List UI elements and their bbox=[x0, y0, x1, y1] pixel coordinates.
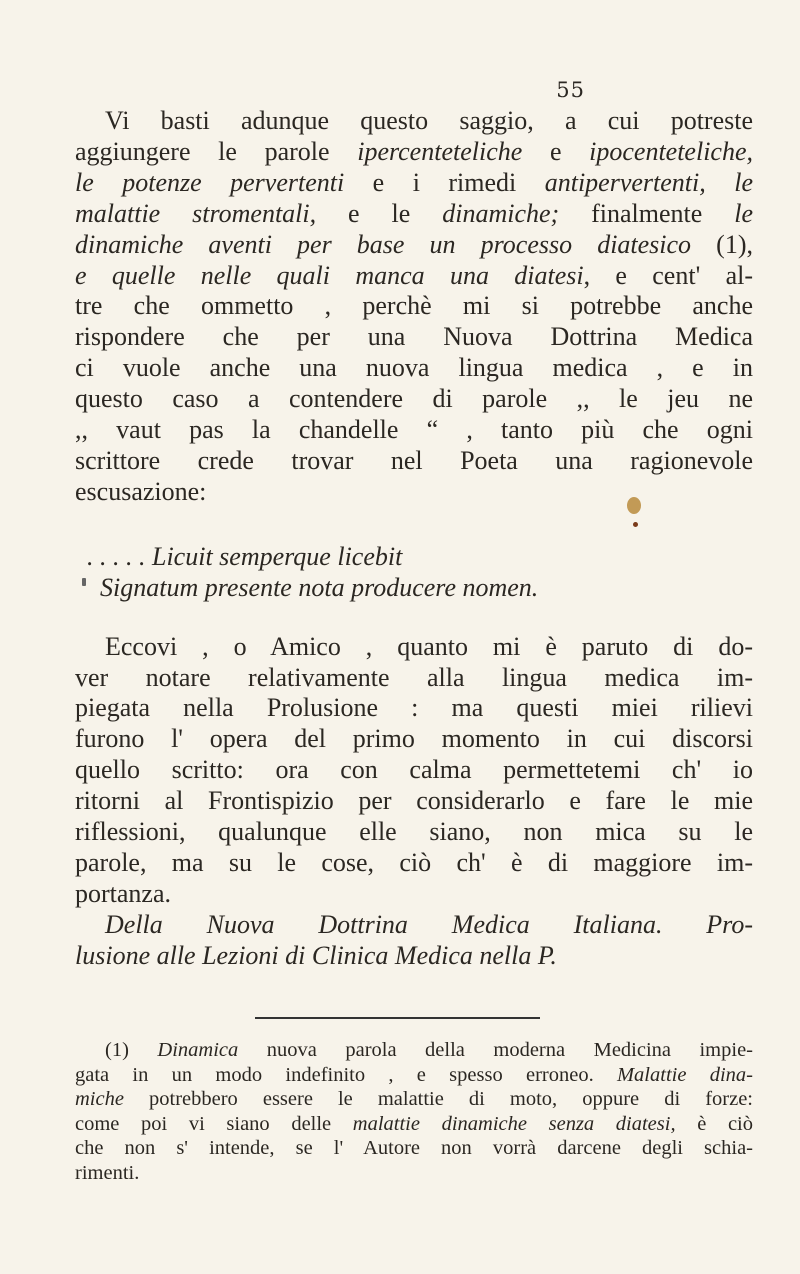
text-line: scrittore crede trovar nel Poeta una ragionevole bbox=[75, 445, 753, 475]
paragraph-2 bbox=[75, 632, 753, 972]
text-line: Eccovi , o Amico , quanto mi è paruto di do- bbox=[105, 631, 753, 661]
text-line: aggiungere le parole ipercenteteliche e ipocenteteliche, bbox=[75, 136, 753, 166]
text-line: malattie stromentali, e le dinamiche; finalmente le bbox=[75, 198, 753, 228]
text-line: ,, vaut pas la chandelle “ , tanto più che ogni bbox=[75, 415, 753, 445]
text-line: quello scritto: ora con calma permettetemi ch' io bbox=[75, 755, 753, 785]
paragraph-1 bbox=[75, 106, 753, 508]
footnote bbox=[75, 1038, 753, 1185]
verse-line: . . . . . Licuit semperque licebit bbox=[87, 541, 403, 571]
footnote-line: gata in un modo indefinito , e spesso erroneo. Malattie dina- bbox=[75, 1063, 753, 1086]
text-line: lusione alle Lezioni di Clinica Medica nella P. bbox=[75, 940, 557, 970]
text-line: le potenze pervertenti e i rimedi antipervertenti, le bbox=[75, 167, 753, 197]
text-line: dinamiche aventi per base un processo diatesico (1), bbox=[75, 229, 753, 259]
text-line: ci vuole anche una nuova lingua medica , e in bbox=[75, 353, 753, 383]
text-line: Vi basti adunque questo saggio, a cui potreste bbox=[105, 106, 753, 135]
text-line: escusazione: bbox=[75, 476, 207, 506]
text-line: furono l' opera del primo momento in cui discorsi bbox=[75, 724, 753, 754]
footnote-line: che non s' intende, se l' Autore non vorrà darcene degli schia- bbox=[75, 1137, 753, 1159]
text-line: ver notare relativamente alla lingua medica im- bbox=[75, 662, 753, 692]
footnote-line: miche potrebbero essere le malattie di moto, oppure di forze: bbox=[75, 1088, 753, 1110]
text-line: tre che ommetto , perchè mi si potrebbe anche bbox=[75, 291, 753, 321]
text-line: piegata nella Prolusione : ma questi miei rilievi bbox=[75, 693, 753, 723]
footnote-line: come poi vi siano delle malattie dinamiche senza diatesi, è ciò bbox=[75, 1112, 753, 1135]
footnote-line: (1) Dinamica nuova parola della moderna Medicina impie- bbox=[105, 1039, 754, 1061]
latin-verse bbox=[75, 542, 753, 604]
text-line: riflessioni, qualunque elle siano, non mica su le bbox=[75, 817, 753, 847]
text-line: questo caso a contendere di parole ,, le jeu ne bbox=[75, 384, 753, 414]
ink-speck bbox=[633, 522, 638, 527]
text-line: e quelle nelle quali manca una diatesi, e cent' al- bbox=[75, 260, 753, 290]
ink-blot bbox=[627, 497, 641, 514]
text-line: ritorni al Frontispizio per considerarlo e fare le mie bbox=[75, 786, 753, 816]
verse-line: Signatum presente nota producere nomen. bbox=[100, 572, 539, 602]
text-line: Della Nuova Dottrina Medica Italiana. Pro- bbox=[105, 909, 753, 939]
footnote-divider bbox=[255, 1017, 540, 1019]
main-text bbox=[75, 106, 753, 972]
text-line: rispondere che per una Nuova Dottrina Medica bbox=[75, 322, 753, 352]
spacer bbox=[75, 604, 753, 632]
text-line: parole, ma su le cose, ciò ch' è di maggiore im- bbox=[75, 847, 753, 877]
spacer bbox=[75, 508, 753, 542]
ink-speck bbox=[82, 578, 86, 586]
page-number: 55 bbox=[556, 78, 585, 102]
text-line: portanza. bbox=[75, 878, 172, 908]
footnote-line: rimenti. bbox=[75, 1161, 140, 1184]
